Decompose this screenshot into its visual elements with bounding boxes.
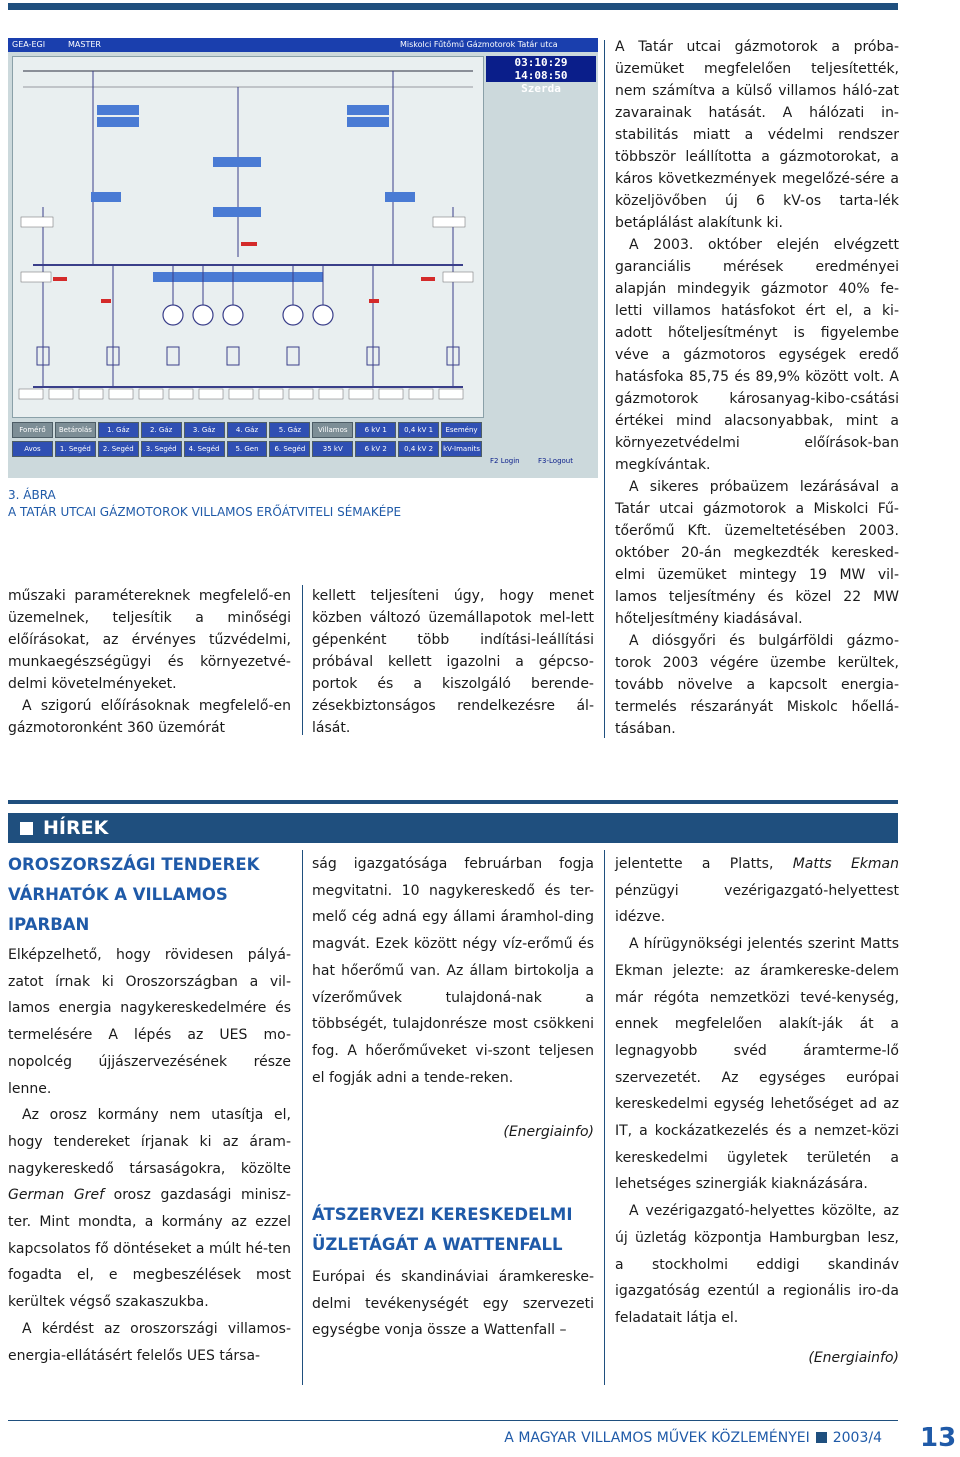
paragraph: A kérdést az oroszországi villamos-energia-ellátásért felelős UES társa-	[8, 1320, 291, 1364]
news-source: (Energiainfo)	[503, 1124, 594, 1141]
scada-login-button[interactable]: F2 Login	[490, 457, 520, 465]
article-column-2	[312, 585, 594, 739]
news-headline-2: ÁTSZERVEZI KERESKEDELMI ÜZLETÁGÁT A WATTENFALL	[312, 1205, 573, 1255]
paragraph: kellett teljesíteni úgy, hogy menet közben változó üzemállapotok mel-lett gépenként több indítási-leállítási próbával kellett igazolni a gépcso-portok és a kiszolgáló berende-zésekbiztonságos rendelkezésre ál-lását.	[312, 588, 594, 736]
scada-button[interactable]: 4. Gáz	[227, 422, 268, 438]
scada-time: 03:10:29	[514, 56, 568, 69]
column-divider	[302, 850, 303, 1385]
article-column-1	[8, 585, 291, 739]
news-section-header	[8, 813, 898, 843]
scada-window-title: Miskolci Fűtőmű Gázmotorok Tatár utca	[400, 40, 558, 49]
paragraph: A szigorú előírásoknak megfelelő-en gázmotoronként 360 üzemórát	[8, 698, 291, 736]
scada-button[interactable]: 2. Gáz	[141, 422, 182, 438]
scada-clock	[486, 56, 596, 95]
square-bullet-icon	[20, 822, 33, 835]
scada-screenshot	[8, 38, 598, 478]
figure-title: A TATÁR UTCAI GÁZMOTOROK VILLAMOS ERŐÁTVITELI SÉMAKÉPE	[8, 505, 402, 519]
scada-button[interactable]: Esemény	[441, 422, 482, 438]
top-rule	[8, 3, 898, 10]
footer-rule	[8, 1420, 898, 1421]
scada-button-row-1	[12, 422, 482, 438]
paragraph: A diósgyőri és bulgárföldi gázmo-torok 2003 végére üzembe kerültek, tovább növelve a kapcsolt energia-termelés részarányát Miskolc hőellá-tásában.	[615, 633, 899, 737]
paragraph: műszaki paramétereknek megfelelő-en üzemelnek, teljesítik a minőségi előírásokat, az érvényes tűzvédelmi, munkaegészségügyi és környezetvé-delmi követelményeket.	[8, 588, 291, 692]
scada-button-panel	[12, 422, 482, 474]
figure-caption	[8, 487, 401, 521]
footer	[420, 1427, 882, 1449]
scada-day: Szerda	[521, 82, 561, 95]
scada-button[interactable]: 5. Gen	[227, 441, 268, 457]
square-bullet-icon	[816, 1432, 827, 1443]
news-section-title: HÍREK	[43, 817, 109, 839]
paragraph: A hírügynökségi jelentés szerint Matts Ekman jelezte: az áramkereske-delem már régóta nemzetközi tevé-kenység, ennek megfelelően alakít-ják át a legnagyobb svéd áramterme-lő szervezetét. Az egységes európai kereskedelmi egység lehetőséget ad az IT, a kockázatkezelés és a nemzet-közi kereskedelmi ügyletek területén a lehetséges szinergiák kiaknázására.	[615, 936, 899, 1193]
scada-button[interactable]: Villamos	[312, 422, 353, 438]
scada-button[interactable]: 1. Gáz	[98, 422, 139, 438]
column-divider	[302, 585, 303, 735]
scada-logout-button[interactable]: F3-Logout	[538, 457, 573, 465]
scada-button[interactable]: 6. Segéd	[269, 441, 310, 457]
scada-button[interactable]: Betárolás	[55, 422, 96, 438]
scada-button[interactable]: 6 kV 2	[355, 441, 396, 457]
scada-button[interactable]: Fomérő	[12, 422, 53, 438]
single-line-diagram	[12, 56, 484, 418]
paragraph: A vezérigazgató-helyettes közölte, az új üzletág központja Hamburgban lesz, a stockholmi eddigi skandináv igazgatóság ezentúl a regionális iro-da feladatait látja el.	[615, 1203, 899, 1326]
scada-button[interactable]: Avos	[12, 441, 53, 457]
scada-button[interactable]: 0,4 kV 1	[398, 422, 439, 438]
paragraph: ság igazgatósága februárban fogja megvitatni. 10 nagykereskedő és ter-melő cég adná egy állami áramhol-ding magvát. Ezek között négy víz-erőmű és hat hőerőmű van. Az állam birtokolja a vízerőművek tulajdoná-nak a többségét, tulajdonrésze most csökkeni fog. A hőerőműveket vi-szont teljesen el fogják adni a tende-reken.	[312, 856, 594, 1086]
text-run: Az orosz kormány nem utasítja el, hogy tendereket írjanak ki az áram-nagykereskedő társaságokra, közölte	[8, 1107, 291, 1177]
paragraph: A 2003. október elején elvégzett garanciális mérések eredményei alapján mindegyik gázmotor 40% fe-letti villamos hatásfokot ért el, a ki-adott hőteljesítményt is figyelembe véve a gázmotoros egységek eredő hatásfoka 85,75 és 89,9% között volt. A gázmotorok károsanyag-kibo-csátási értékei mind alacsonyabbak, mint a környezetvédelmi előírások-ban megkívántak.	[615, 237, 899, 473]
news-source: (Energiainfo)	[808, 1349, 899, 1366]
paragraph: Európai és skandináviai áramkereske-delmi tevékenységét egy szervezeti egységbe vonja össze a Wattenfall –	[312, 1269, 594, 1339]
figure-number: 3. ÁBRA	[8, 488, 56, 502]
person-name: German Gref	[8, 1187, 105, 1204]
scada-time2: 14:08:50	[514, 69, 568, 82]
text-run: jelentette a Platts,	[615, 856, 793, 872]
scada-button[interactable]: 3. Gáz	[184, 422, 225, 438]
scada-button[interactable]: kV-Imanits	[441, 441, 482, 457]
column-divider	[604, 850, 605, 1385]
scada-button[interactable]: 6 kV 1	[355, 422, 396, 438]
scada-button[interactable]: 5. Gáz	[269, 422, 310, 438]
scada-button-row-2	[12, 441, 482, 457]
scada-button[interactable]: 3. Segéd	[141, 441, 182, 457]
scada-button[interactable]: 4. Segéd	[184, 441, 225, 457]
news-column-2	[312, 851, 594, 1344]
scada-title-bar	[8, 38, 598, 52]
issue-number: 2003/4	[832, 1430, 882, 1446]
section-rule	[8, 800, 898, 804]
news-column-3	[615, 851, 899, 1371]
news-column-1	[8, 850, 291, 1369]
person-name: Matts Ekman	[792, 856, 899, 872]
scada-mode: MASTER	[68, 40, 101, 49]
paragraph: A Tatár utcai gázmotorok a próba-üzemüket megfelelően teljesítették, nem számítva a külső villamos háló-zat zavarainak hatását. A hálózati in-stabilitás miatt a védelmi rendszer többször leállította a gázmotorokat, a káros következmények megelőzé-sére a közeljövőben új 6 kV-os tarta-lék betáplálást alakítunk ki.	[615, 39, 899, 231]
article-column-3	[615, 36, 899, 740]
scada-button[interactable]: 0,4 kV 2	[398, 441, 439, 457]
scada-button[interactable]: 35 kV	[312, 441, 353, 457]
paragraph	[615, 851, 899, 931]
paragraph	[8, 1102, 291, 1316]
text-run: orosz gazdasági minisz-ter. Mint mondta, a kormány az ezzel kapcsolatos fő döntéseket a múlt hé-ten fogadta el, e megbeszélések most kerültek végső szakaszukba.	[8, 1187, 291, 1311]
paragraph: A sikeres próbaüzem lezárásával a Tatár utcai gázmotorok a Miskolci Fű-tőerőmű Kft. üzemeltetésében 2003. október 20-án megkezdték keresked-elmi üzemüket mintegy 19 MW vil-lamos teljesítmény és közel 22 MW hőteljesítmény kiadásával.	[615, 479, 899, 627]
column-divider	[604, 40, 605, 738]
scada-button[interactable]: 1. Segéd	[55, 441, 96, 457]
page-number: 13	[920, 1423, 957, 1453]
paragraph: Elképzelhető, hogy rövidesen pályá-zatot írnak ki Oroszországban a vil-lamos energia nagykereskedelmére és termelésére A lépés az UES mo-nopolcég újjászervezésének része lenne.	[8, 947, 291, 1097]
news-headline-1: OROSZORSZÁGI TENDEREK VÁRHATÓK A VILLAMOS IPARBAN	[8, 855, 260, 934]
journal-name: A MAGYAR VILLAMOS MŰVEK KÖZLEMÉNYEI	[504, 1430, 810, 1446]
text-run: pénzügyi vezérigazgató-helyettest idézve.	[615, 882, 899, 926]
scada-app-name: GEA-EGI	[12, 40, 46, 49]
scada-button[interactable]: 2. Segéd	[98, 441, 139, 457]
